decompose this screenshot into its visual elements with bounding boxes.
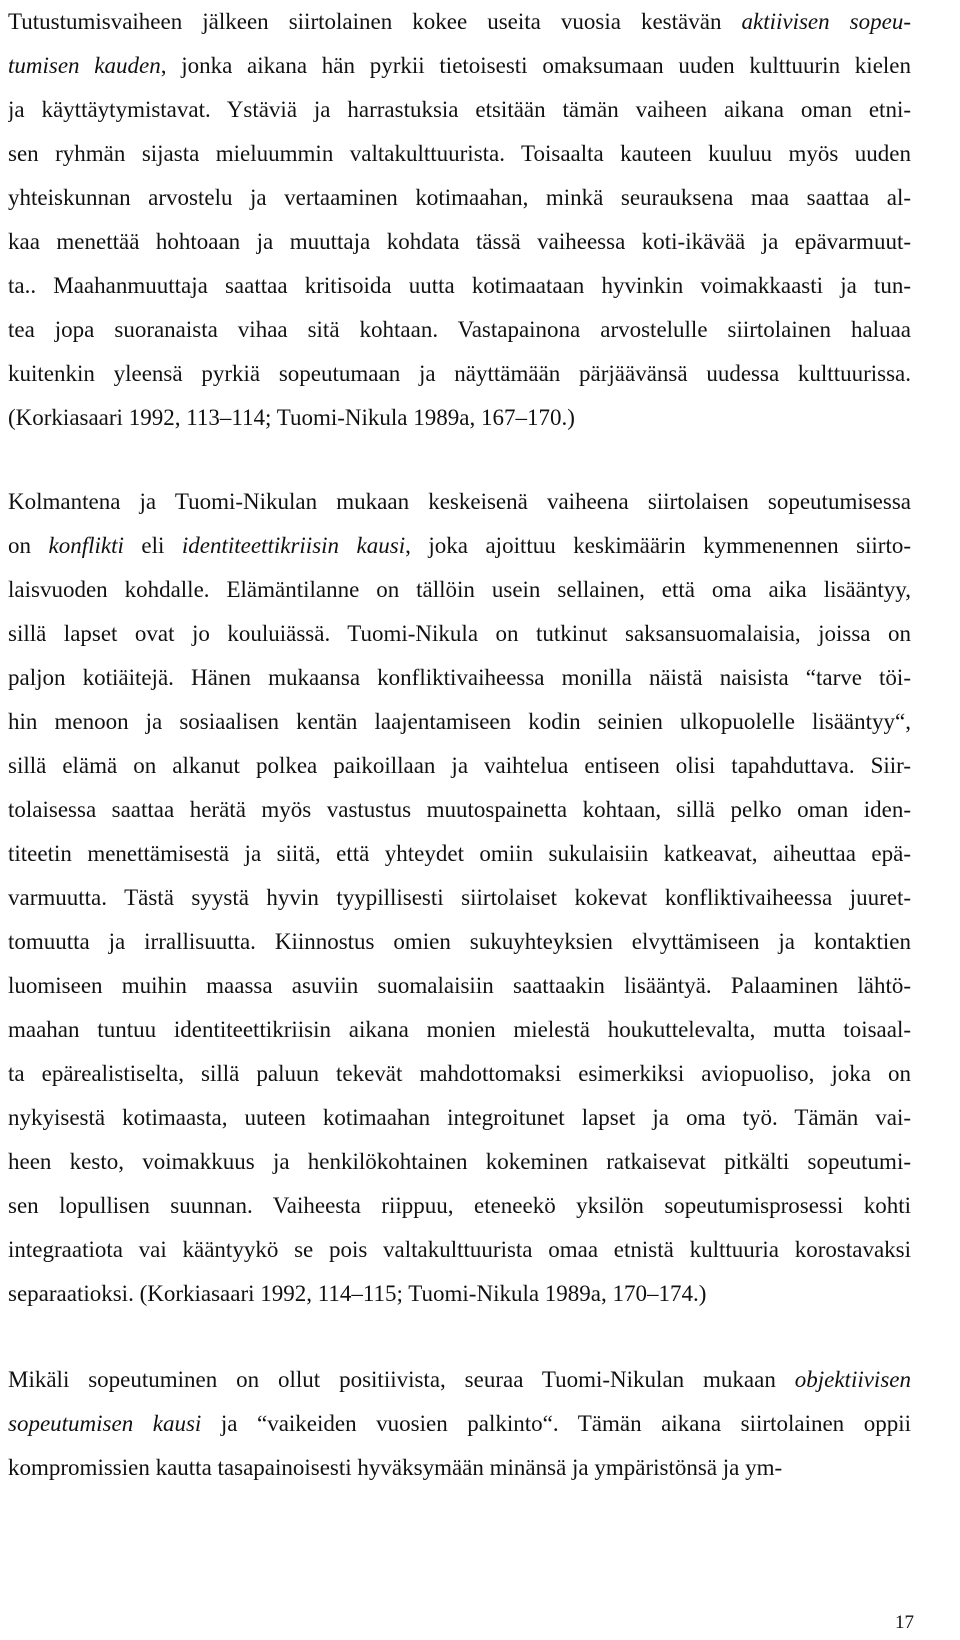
text-run: luomiseen muihin maassa asuviin suomalaisiin saattaakin lisääntyä. Palaaminen lähtö- <box>8 973 911 998</box>
text-run: paljon kotiäitejä. Hänen mukaansa konfliktivaiheessa monilla näistä naisista “tarve töi- <box>8 665 911 690</box>
text-line <box>8 1230 911 1270</box>
text-line <box>8 134 911 174</box>
text-line <box>8 966 911 1006</box>
text-line <box>8 1360 911 1400</box>
italic-term: identiteettikriisin kausi <box>181 533 406 558</box>
italic-term: konflikti <box>48 533 124 558</box>
text-run: maahan tuntuu identiteettikriisin aikana monien mielestä houkuttelevalta, mutta toisaal- <box>8 1017 911 1042</box>
page-number: 17 <box>895 1612 914 1633</box>
text-run: , joka ajoittuu keskimäärin kymmenennen siirto- <box>405 533 911 558</box>
text-line <box>8 614 911 654</box>
text-run: kuitenkin yleensä pyrkiä sopeutumaan ja näyttämään pärjäävänsä uudessa kulttuurissa. <box>8 361 911 386</box>
text-run: , jonka aikana hän pyrkii tietoisesti omaksumaan uuden kulttuurin kielen <box>160 53 911 78</box>
italic-term: aktiivisen sopeu- <box>741 9 911 34</box>
text-line <box>8 702 911 742</box>
text-run: ta.. Maahanmuuttaja saattaa kritisoida uutta kotimaataan hyvinkin voimakkaasti ja tun- <box>8 273 911 298</box>
text-line <box>8 922 911 962</box>
text-run: yhteiskunnan arvostelu ja vertaaminen kotimaahan, minkä seurauksena maa saattaa al- <box>8 185 911 210</box>
text-line <box>8 790 911 830</box>
text-run: ja “vaikeiden vuosien palkinto“. Tämän aikana siirtolainen oppii <box>201 1411 911 1436</box>
text-run: kompromissien kautta tasapainoisesti hyväksymään minänsä ja ympäristönsä ja ym- <box>8 1455 783 1480</box>
text-run: titeetin menettämisestä ja siitä, että yhteydet omiin sukulaisiin katkeavat, aiheuttaa epä- <box>8 841 911 866</box>
text-line <box>8 178 911 218</box>
text-run: ta epärealistiselta, sillä paluun tekevät mahdottomaksi esimerkiksi aviopuoliso, joka on <box>8 1061 911 1086</box>
text-line <box>8 310 911 350</box>
text-run: sillä lapset ovat jo kouluiässä. Tuomi-Nikula on tutkinut saksansuomalaisia, joissa on <box>8 621 911 646</box>
text-run: separaatioksi. (Korkiasaari 1992, 114–115; Tuomi-Nikula 1989a, 170–174.) <box>8 1281 707 1306</box>
text-run: laisvuoden kohdalle. Elämäntilanne on tällöin usein sellainen, että oma aika lisääntyy, <box>8 577 911 602</box>
text-run: sen lopullisen suunnan. Vaiheesta riippuu, eteneekö yksilön sopeutumisprosessi kohti <box>8 1193 911 1218</box>
italic-term: sopeutumisen kausi <box>8 1411 202 1436</box>
text-line <box>8 1186 911 1226</box>
text-line <box>8 1054 911 1094</box>
text-line <box>8 90 911 130</box>
text-line <box>8 266 911 306</box>
text-line <box>8 878 911 918</box>
text-run: nykyisestä kotimaasta, uuteen kotimaahan integroitunet lapset ja oma työ. Tämän vai- <box>8 1105 911 1130</box>
text-line <box>8 222 911 262</box>
text-run: tolaisessa saattaa herätä myös vastustus muutospainetta kohtaan, sillä pelko oman iden- <box>8 797 911 822</box>
text-run: on <box>8 533 49 558</box>
italic-term: objektiivisen <box>794 1367 911 1392</box>
text-line <box>8 570 911 610</box>
text-line <box>8 46 911 86</box>
text-line <box>8 746 911 786</box>
text-line <box>8 1098 911 1138</box>
text-run: kaa menettää hohtoaan ja muuttaja kohdata tässä vaiheessa koti-ikävää ja epävarmuut- <box>8 229 911 254</box>
text-line <box>8 1010 911 1050</box>
text-line <box>8 526 911 566</box>
text-run: tomuutta ja irrallisuutta. Kiinnostus omien sukuyhteyksien elvyttämiseen ja kontaktien <box>8 929 911 954</box>
text-line <box>8 834 911 874</box>
text-run: heen kesto, voimakkuus ja henkilökohtainen kokeminen ratkaisevat pitkälti sopeutumi- <box>8 1149 911 1174</box>
text-run: ja käyttäytymistavat. Ystäviä ja harrastuksia etsitään tämän vaiheen aikana oman etni- <box>8 97 911 122</box>
text-line <box>8 1274 911 1314</box>
text-run: (Korkiasaari 1992, 113–114; Tuomi-Nikula 1989a, 167–170.) <box>8 405 575 430</box>
text-run: Tutustumisvaiheen jälkeen siirtolainen kokee useita vuosia kestävän <box>8 9 742 34</box>
text-line <box>8 354 911 394</box>
text-run: sen ryhmän sijasta mieluummin valtakulttuurista. Toisaalta kauteen kuuluu myös uuden <box>8 141 911 166</box>
text-line <box>8 1448 911 1488</box>
text-line <box>8 2 911 42</box>
text-run: sillä elämä on alkanut polkea paikoillaan ja vaihtelua entiseen olisi tapahduttava. Siir- <box>8 753 911 778</box>
text-line <box>8 482 911 522</box>
text-line <box>8 1404 911 1444</box>
text-line <box>8 658 911 698</box>
text-run: varmuutta. Tästä syystä hyvin tyypillisesti siirtolaiset kokevat konfliktivaiheessa juuret- <box>8 885 911 910</box>
text-run: tea jopa suoranaista vihaa sitä kohtaan. Vastapainona arvostelulle siirtolainen haluaa <box>8 317 911 342</box>
text-run: eli <box>123 533 182 558</box>
text-run: Kolmantena ja Tuomi-Nikulan mukaan keskeisenä vaiheena siirtolaisen sopeutumisessa <box>8 489 911 514</box>
text-run: integraatiota vai kääntyykö se pois valtakulttuurista omaa etnistä kulttuuria korostavaksi <box>8 1237 911 1262</box>
text-run: hin menoon ja sosiaalisen kentän laajentamiseen kodin seinien ulkopuolelle lisääntyy“, <box>8 709 911 734</box>
text-run: Mikäli sopeutuminen on ollut positiivista, seuraa Tuomi-Nikulan mukaan <box>8 1367 795 1392</box>
italic-term: tumisen kauden <box>8 53 161 78</box>
text-line <box>8 398 911 438</box>
text-line <box>8 1142 911 1182</box>
